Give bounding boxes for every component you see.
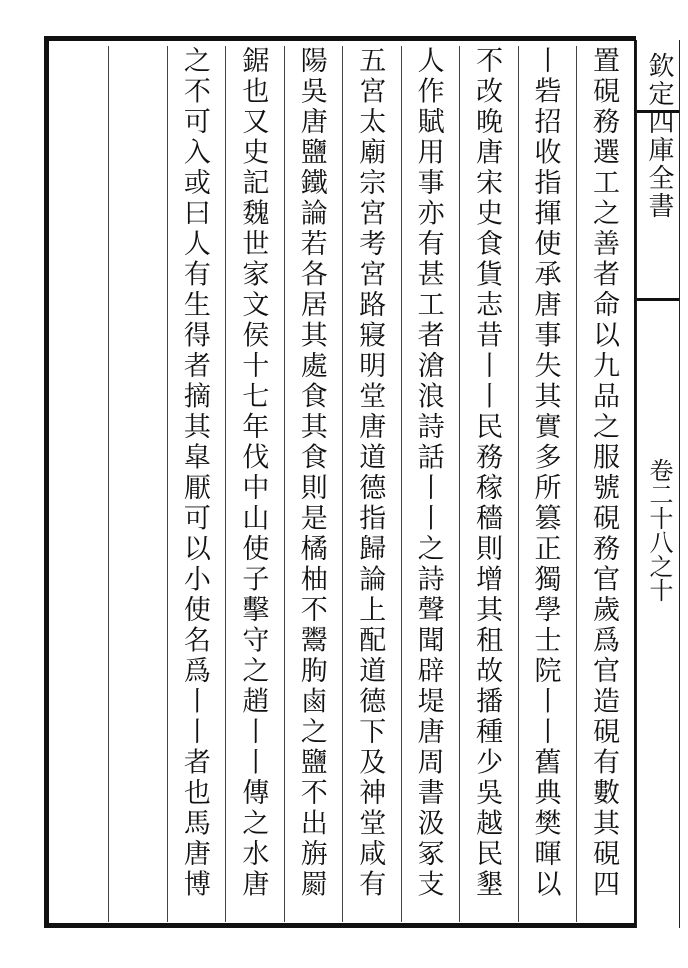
volume-number: 卷二十八之十: [645, 458, 673, 602]
text-column-9: [108, 46, 162, 922]
text-column-8: 之不可入或曰人有生得者摘其皐厭可以小使名爲丨丨者也馬唐博: [167, 46, 221, 922]
text-column-6: 陽吳唐鹽鐵論若各居其處食其食則是橘柚不鬻朐鹵之鹽不出旃罽: [284, 46, 338, 922]
text-body: [50, 46, 630, 922]
text-column-10: [50, 46, 104, 922]
text-column-7: 鋸也又史記魏世家文侯十七年伐中山使子擊守之趙丨丨傳之水唐: [225, 46, 279, 922]
book-title: 欽定四庫全書: [644, 52, 674, 220]
page-margin: [636, 40, 680, 928]
text-column-4: 人作賦用事亦有甚工者滄浪詩話丨丨之詩聲聞辟堤唐周書汲冢支: [401, 46, 455, 922]
text-column-3: 不改晚唐宋史食貨志昔丨丨民務稼穡則增其租故播種少吳越民墾: [459, 46, 513, 922]
text-column-1: 置硯務選工之善者命以九品之服號硯務官歲爲官造硯有數其硯四: [576, 46, 630, 922]
margin-rule-middle: [637, 298, 679, 301]
text-column-2: 丨砦招收指揮使承唐事失其實多所篡正獨學士院丨丨舊典樊暉以: [518, 46, 572, 922]
text-column-5: 五宮太廟宗宮考宮路寢明堂唐道德指歸論上配道德下及神堂咸有: [342, 46, 396, 922]
